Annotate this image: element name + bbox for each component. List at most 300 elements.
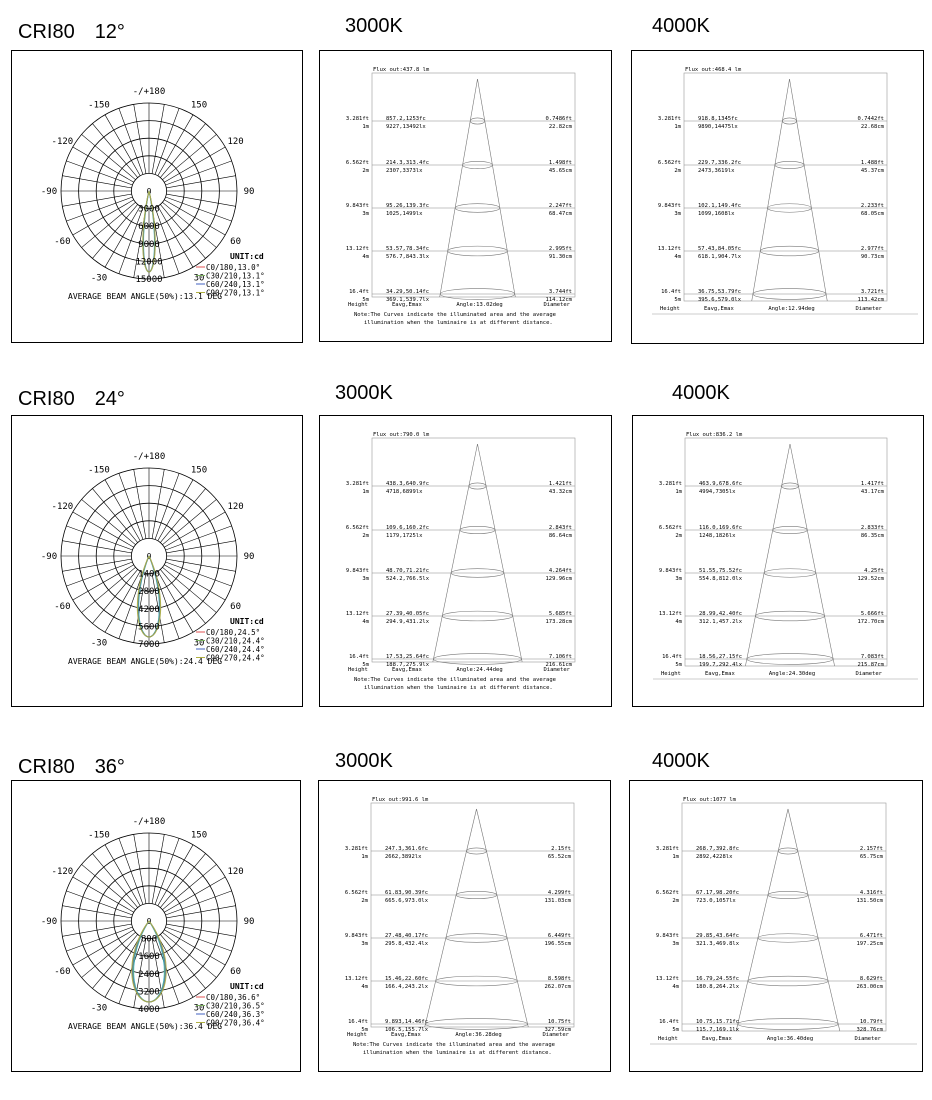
diameter-ft-label: 2.833ft — [860, 525, 884, 531]
beam-angle-label: Angle:24.30deg — [768, 671, 816, 677]
diameter-ft-label: 2.977ft — [860, 246, 884, 252]
polar-spoke — [166, 176, 235, 188]
illuminance-lx-label: 395.6,579.0lx — [698, 297, 742, 303]
legend-entry: C0/180,24.5° — [206, 628, 261, 637]
diagram-frame — [371, 803, 574, 1027]
angle-label: -120 — [51, 867, 74, 877]
illuminance-lx-label: 554.8,812.0lx — [699, 576, 743, 582]
diameter-ft-label: 4.25ft — [864, 568, 884, 574]
average-beam-angle: AVERAGE BEAM ANGLE(50%):13.1 DEG — [68, 292, 223, 301]
illuminance-fc-label: 438.3,640.9fc — [386, 481, 430, 487]
height-column-header: Height — [658, 1036, 678, 1042]
polar-spoke — [62, 906, 131, 918]
eavg-column-header: Eavg,Emax — [392, 667, 422, 673]
height-m-label: 2m — [672, 898, 679, 904]
legend-entry: C90/270,24.4° — [206, 653, 265, 663]
flux-out-label: Flux out:836.2 lm — [686, 432, 743, 438]
ring-tick-label: 15000 — [135, 275, 163, 285]
height-ft-label: 3.281ft — [658, 481, 682, 487]
diameter-ft-label: 2.843ft — [548, 525, 572, 531]
illuminance-fc-label: 27.48,40.17fc — [385, 933, 429, 939]
illuminance-lx-label: 618.1,904.7lx — [698, 254, 742, 260]
polar-spoke — [62, 559, 131, 571]
diameter-cm-label: 263.00cm — [856, 984, 883, 990]
polar-spoke — [66, 891, 132, 915]
illuminance-lx-label: 1248,1826lx — [699, 533, 736, 539]
cone-edge — [433, 444, 478, 662]
height-m-label: 1m — [674, 124, 681, 130]
polar-spoke — [166, 161, 232, 185]
polar-spoke — [134, 104, 146, 173]
height-m-label: 4m — [362, 254, 369, 260]
ring-tick-label: 800 — [140, 934, 158, 945]
diameter-cm-label: 129.52cm — [857, 576, 884, 582]
illuminance-lx-label: 321.3,469.8lx — [696, 941, 740, 947]
polar-spoke — [166, 197, 232, 221]
legend-entry: C60/240,36.3° — [206, 1010, 265, 1019]
cone-diagram-panel — [318, 780, 611, 1072]
angle-label: 90 — [243, 187, 255, 197]
polar-spoke — [166, 562, 232, 586]
illuminance-fc-label: 67.17,98.20fc — [696, 890, 740, 896]
illuminance-fc-label: 247.3,361.6fc — [385, 846, 429, 852]
cone-edge — [752, 79, 790, 301]
height-ft-label: 16.4ft — [349, 289, 369, 295]
center-zero-label: 0 — [146, 187, 152, 196]
height-m-label: 3m — [675, 576, 682, 582]
illuminance-fc-label: 29.85,43.64fc — [696, 933, 740, 939]
angle-label: -90 — [40, 917, 58, 927]
angle-label: -60 — [54, 237, 71, 247]
height-m-label: 1m — [362, 489, 369, 495]
angle-label: -150 — [88, 100, 110, 111]
illuminance-lx-label: 295.8,432.4lx — [385, 941, 429, 947]
row-title: CRI80 12° — [18, 21, 125, 43]
illuminance-lx-label: 199.7,292.4lx — [699, 662, 743, 668]
diameter-column-header: Diameter — [543, 667, 570, 673]
height-m-label: 4m — [672, 984, 679, 990]
cone-heading: 4000K — [652, 750, 710, 772]
height-ft-label: 9.843ft — [657, 203, 681, 209]
height-ft-label: 13.12ft — [345, 246, 369, 252]
cone-diagram-panel — [631, 50, 924, 344]
height-column-header: Height — [347, 1032, 367, 1038]
polar-spoke — [119, 838, 143, 904]
diameter-ft-label: 4.316ft — [859, 890, 883, 896]
angle-label: -150 — [88, 465, 110, 476]
legend-entry: C0/180,13.0° — [206, 263, 261, 272]
diameter-cm-label: 129.96cm — [545, 576, 572, 582]
polar-spoke — [62, 176, 131, 188]
polar-chart-panel — [11, 50, 303, 343]
cone-diagram-panel — [632, 415, 924, 707]
illuminance-lx-label: 294.9,431.2lx — [386, 619, 430, 625]
cone-heading: 3000K — [335, 382, 393, 404]
polar-spoke — [134, 469, 146, 538]
diameter-ft-label: 0.7486ft — [545, 116, 572, 122]
illuminance-lx-label: 665.6,973.0lx — [385, 898, 429, 904]
angle-label: 30 — [193, 273, 205, 284]
diameter-cm-label: 22.68cm — [860, 124, 884, 130]
height-ft-label: 3.281ft — [344, 846, 368, 852]
angle-label: 60 — [230, 967, 242, 977]
cone-edge — [425, 809, 477, 1027]
illuminance-lx-label: 369.1,539.7lx — [386, 297, 430, 303]
illuminance-fc-label: 463.9,678.6fc — [699, 481, 743, 487]
angle-label: 30 — [193, 1003, 205, 1014]
diameter-cm-label: 173.28cm — [545, 619, 572, 625]
legend-entry: C0/180,36.6° — [206, 993, 261, 1002]
height-ft-label: 9.843ft — [345, 203, 369, 209]
diameter-column-header: Diameter — [855, 306, 882, 312]
height-ft-label: 3.281ft — [655, 846, 679, 852]
illuminance-fc-label: 17.53,25.64fc — [386, 654, 430, 660]
height-m-label: 5m — [674, 297, 681, 303]
cone-heading: 4000K — [652, 15, 710, 37]
unit-label: UNIT:cd — [230, 982, 264, 991]
angle-label: -/+180 — [132, 87, 166, 97]
height-m-label: 2m — [675, 533, 682, 539]
diameter-ft-label: 6.449ft — [547, 933, 571, 939]
polar-spoke — [152, 469, 164, 538]
diameter-ft-label: 1.498ft — [548, 160, 572, 166]
angle-label: -60 — [54, 967, 71, 977]
illuminance-lx-label: 188.7,275.9lx — [386, 662, 430, 668]
height-m-label: 2m — [362, 168, 369, 174]
polar-chart — [12, 781, 300, 1071]
polar-spoke — [62, 924, 131, 936]
beam-angle-label: Angle:13.02deg — [456, 302, 503, 308]
height-ft-label: 6.562ft — [345, 160, 369, 166]
angle-label: 90 — [243, 917, 255, 927]
polar-spoke — [166, 526, 232, 550]
beam-angle-label: Angle:12.94deg — [768, 306, 815, 312]
illuminance-lx-label: 1025,1499lx — [386, 211, 423, 217]
polar-spoke — [62, 541, 131, 553]
angle-label: 30 — [193, 638, 205, 649]
cone-diagram — [319, 781, 610, 1071]
illuminance-lx-label: 9227,13492lx — [386, 124, 426, 130]
diameter-ft-label: 7.083ft — [860, 654, 884, 660]
height-ft-label: 3.281ft — [345, 481, 369, 487]
height-ft-label: 13.12ft — [658, 611, 682, 617]
average-beam-angle: AVERAGE BEAM ANGLE(50%):36.4 DEG — [68, 1022, 223, 1031]
cone-heading: 3000K — [345, 15, 403, 37]
diameter-cm-label: 131.03cm — [544, 898, 571, 904]
polar-spoke — [62, 194, 131, 206]
illuminance-fc-label: 34.29,50.14fc — [386, 289, 430, 295]
legend-entry: C30/210,13.1° — [206, 271, 265, 281]
illuminance-fc-label: 918.8,1345fc — [698, 116, 738, 122]
ring-tick-label: 4000 — [138, 1005, 160, 1015]
polar-spoke — [166, 559, 235, 571]
polar-spoke — [66, 927, 132, 951]
height-ft-label: 9.843ft — [655, 933, 679, 939]
height-ft-label: 3.281ft — [345, 116, 369, 122]
height-ft-label: 16.4ft — [659, 1019, 679, 1025]
cone-edge — [440, 79, 478, 297]
height-m-label: 3m — [674, 211, 681, 217]
illuminance-lx-label: 723.0,1057lx — [696, 898, 736, 904]
angle-label: -30 — [90, 1003, 108, 1014]
diameter-ft-label: 2.995ft — [548, 246, 572, 252]
illuminance-lx-label: 524.2,766.5lx — [386, 576, 430, 582]
cone-diagram-panel — [319, 415, 612, 707]
eavg-column-header: Eavg,Emax — [704, 306, 734, 312]
height-m-label: 2m — [361, 898, 368, 904]
diameter-cm-label: 45.37cm — [860, 168, 884, 174]
diameter-cm-label: 86.35cm — [860, 533, 884, 539]
angle-label: -120 — [51, 137, 74, 147]
height-ft-label: 9.843ft — [344, 933, 368, 939]
flux-out-label: Flux out:991.6 lm — [372, 797, 429, 803]
illuminance-fc-label: 10.75,15.71fc — [696, 1019, 740, 1025]
illuminance-lx-label: 4718,6899lx — [386, 489, 423, 495]
height-ft-label: 6.562ft — [345, 525, 369, 531]
note-line: illumination when the luminaire is at different distance. — [364, 685, 553, 691]
height-m-label: 1m — [672, 854, 679, 860]
polar-spoke — [66, 562, 132, 586]
cone-diagram — [320, 416, 611, 706]
illuminance-lx-label: 166.4,243.2lx — [385, 984, 429, 990]
diameter-ft-label: 4.264ft — [548, 568, 572, 574]
angle-label: 150 — [190, 465, 208, 476]
diameter-cm-label: 65.75cm — [859, 854, 883, 860]
diameter-column-header: Diameter — [542, 1032, 569, 1038]
illuminance-fc-label: 229.7,336.2fc — [698, 160, 742, 166]
diameter-cm-label: 215.87cm — [857, 662, 884, 668]
cone-diagram — [633, 416, 923, 706]
polar-spoke — [66, 526, 132, 550]
diameter-cm-label: 197.25cm — [856, 941, 883, 947]
center-zero-label: 0 — [146, 917, 152, 926]
polar-spoke — [166, 924, 235, 936]
row-title: CRI80 24° — [18, 388, 125, 410]
angle-label: -120 — [51, 502, 74, 512]
height-m-label: 3m — [362, 576, 369, 582]
diameter-cm-label: 327.59cm — [544, 1027, 571, 1033]
diameter-ft-label: 7.106ft — [548, 654, 572, 660]
height-m-label: 5m — [361, 1027, 368, 1033]
height-ft-label: 16.4ft — [348, 1019, 368, 1025]
note-line: illumination when the luminaire is at different distance. — [363, 1050, 552, 1056]
diameter-cm-label: 22.82cm — [548, 124, 572, 130]
illuminance-fc-label: 102.1,149.4fc — [698, 203, 742, 209]
diameter-ft-label: 10.75ft — [547, 1019, 571, 1025]
ring-tick-label: 6000 — [138, 222, 160, 233]
ring-tick-label: 1600 — [138, 952, 160, 963]
diameter-ft-label: 3.721ft — [860, 289, 884, 295]
legend-entry: C90/270,13.1° — [206, 288, 265, 298]
illuminance-fc-label: 36.75,53.79fc — [698, 289, 742, 295]
diameter-ft-label: 0.7442ft — [857, 116, 884, 122]
illuminance-lx-label: 9890,14475lx — [698, 124, 738, 130]
diameter-ft-label: 2.157ft — [859, 846, 883, 852]
eavg-column-header: Eavg,Emax — [702, 1036, 732, 1042]
height-ft-label: 9.843ft — [658, 568, 682, 574]
legend-entry: C30/210,36.5° — [206, 1001, 265, 1011]
illuminance-lx-label: 576.7,843.3lx — [386, 254, 430, 260]
diameter-ft-label: 4.299ft — [547, 890, 571, 896]
angle-label: 60 — [230, 237, 242, 247]
illuminance-fc-label: 18.56,27.15fc — [699, 654, 743, 660]
diameter-ft-label: 5.685ft — [548, 611, 572, 617]
illuminance-lx-label: 4994,7305lx — [699, 489, 736, 495]
illuminance-fc-label: 268.7,392.8fc — [696, 846, 740, 852]
height-ft-label: 16.4ft — [662, 654, 682, 660]
height-ft-label: 13.12ft — [344, 976, 368, 982]
diameter-cm-label: 328.76cm — [856, 1027, 883, 1033]
polar-chart — [12, 51, 302, 342]
angle-label: 120 — [227, 137, 244, 147]
illuminance-fc-label: 95.26,139.3fc — [386, 203, 430, 209]
note-line: Note:The Curves indicate the illuminated area and the average — [354, 312, 556, 318]
height-m-label: 2m — [674, 168, 681, 174]
polar-spoke — [166, 927, 232, 951]
cone-edge — [478, 444, 523, 662]
height-ft-label: 16.4ft — [349, 654, 369, 660]
polar-spoke — [155, 838, 179, 904]
polar-spoke — [166, 891, 232, 915]
illuminance-lx-label: 106.5,155.7lx — [385, 1027, 429, 1033]
eavg-column-header: Eavg,Emax — [705, 671, 735, 677]
height-ft-label: 6.562ft — [658, 525, 682, 531]
illuminance-fc-label: 9.893,14.46fc — [385, 1019, 429, 1025]
height-column-header: Height — [348, 667, 368, 673]
angle-label: 60 — [230, 602, 242, 612]
cone-diagram-panel — [319, 50, 612, 342]
polar-chart — [12, 416, 302, 706]
polar-spoke — [152, 834, 164, 903]
angle-label: -90 — [40, 552, 58, 562]
height-m-label: 5m — [362, 662, 369, 668]
legend-entry: C90/270,36.4° — [206, 1018, 265, 1028]
cone-heading: 3000K — [335, 750, 393, 772]
ring-tick-label: 7000 — [138, 640, 160, 650]
illuminance-lx-label: 1099,1608lx — [698, 211, 735, 217]
height-m-label: 5m — [362, 297, 369, 303]
diameter-cm-label: 68.05cm — [860, 211, 884, 217]
illuminance-lx-label: 2473,3619lx — [698, 168, 735, 174]
height-m-label: 4m — [361, 984, 368, 990]
illuminance-lx-label: 180.8,264.2lx — [696, 984, 740, 990]
polar-spoke — [152, 104, 164, 173]
note-line: Note:The Curves indicate the illuminated area and the average — [354, 677, 556, 683]
eavg-column-header: Eavg,Emax — [392, 302, 422, 308]
diameter-cm-label: 262.07cm — [544, 984, 571, 990]
illuminance-fc-label: 109.6,160.2fc — [386, 525, 430, 531]
cone-edge — [790, 79, 828, 301]
illuminance-fc-label: 28.99,42.40fc — [699, 611, 743, 617]
beam-angle-label: Angle:36.28deg — [455, 1032, 502, 1038]
average-beam-angle: AVERAGE BEAM ANGLE(50%):24.4 DEG — [68, 657, 223, 666]
polar-chart-panel — [11, 415, 303, 707]
height-m-label: 4m — [674, 254, 681, 260]
angle-label: -30 — [90, 273, 108, 284]
flux-out-label: Flux out:790.0 lm — [373, 432, 430, 438]
polar-spoke — [155, 108, 179, 174]
height-m-label: 5m — [672, 1027, 679, 1033]
height-column-header: Height — [348, 302, 368, 308]
diameter-ft-label: 6.471ft — [859, 933, 883, 939]
flux-out-label: Flux out:437.8 lm — [373, 67, 430, 73]
angle-label: -90 — [40, 187, 58, 197]
diagram-frame — [372, 438, 575, 662]
angle-label: 90 — [243, 552, 255, 562]
height-m-label: 5m — [675, 662, 682, 668]
cone-edge — [788, 809, 840, 1031]
diameter-cm-label: 172.70cm — [857, 619, 884, 625]
center-zero-label: 0 — [146, 552, 152, 561]
polar-spoke — [119, 473, 143, 539]
beam-angle-label: Angle:24.44deg — [456, 667, 503, 673]
polar-spoke — [166, 194, 235, 206]
height-ft-label: 9.843ft — [345, 568, 369, 574]
cone-edge — [745, 444, 790, 666]
height-ft-label: 13.12ft — [655, 976, 679, 982]
cone-edge — [736, 809, 788, 1031]
diameter-column-header: Diameter — [854, 1036, 881, 1042]
illuminance-lx-label: 2662,3892lx — [385, 854, 422, 860]
illuminance-fc-label: 16.79,24.55fc — [696, 976, 740, 982]
height-m-label: 1m — [362, 124, 369, 130]
illuminance-fc-label: 27.39,40.05fc — [386, 611, 430, 617]
diameter-column-header: Diameter — [855, 671, 882, 677]
ring-tick-label: 9000 — [138, 239, 160, 250]
diameter-ft-label: 5.666ft — [860, 611, 884, 617]
diameter-cm-label: 45.65cm — [548, 168, 572, 174]
beam-angle-label: Angle:36.40deg — [766, 1036, 814, 1042]
polar-spoke — [66, 197, 132, 221]
diameter-cm-label: 114.12cm — [545, 297, 572, 303]
illuminance-lx-label: 1179,1725lx — [386, 533, 423, 539]
height-m-label: 1m — [675, 489, 682, 495]
angle-label: 120 — [227, 502, 244, 512]
flux-out-label: Flux out:1077 lm — [683, 797, 736, 803]
illuminance-lx-label: 312.1,457.2lx — [699, 619, 743, 625]
diameter-cm-label: 43.32cm — [548, 489, 572, 495]
ring-tick-label: 3000 — [138, 204, 160, 215]
angle-label: -150 — [88, 830, 110, 841]
polar-spoke — [119, 108, 143, 174]
height-m-label: 3m — [361, 941, 368, 947]
polar-spoke — [166, 541, 235, 553]
illuminance-fc-label: 15.46,22.60fc — [385, 976, 429, 982]
angle-label: 120 — [227, 867, 244, 877]
height-ft-label: 3.281ft — [657, 116, 681, 122]
cone-edge — [478, 79, 516, 297]
diameter-cm-label: 196.55cm — [544, 941, 571, 947]
height-m-label: 2m — [362, 533, 369, 539]
diameter-cm-label: 216.61cm — [545, 662, 572, 668]
cone-diagram — [632, 51, 923, 343]
illuminance-fc-label: 857.2,1253fc — [386, 116, 426, 122]
row-title: CRI80 36° — [18, 756, 125, 778]
polar-spoke — [166, 906, 235, 918]
diameter-cm-label: 113.42cm — [857, 297, 884, 303]
ring-tick-label: 1400 — [138, 569, 160, 580]
height-ft-label: 6.562ft — [344, 890, 368, 896]
diagram-frame — [685, 438, 887, 666]
illuminance-lx-label: 115.7,169.1lx — [696, 1027, 740, 1033]
diameter-cm-label: 90.73cm — [860, 254, 884, 260]
angle-label: 150 — [190, 830, 208, 841]
ring-tick-label: 2400 — [138, 969, 160, 980]
ring-tick-label: 3200 — [138, 987, 160, 998]
polar-chart-panel — [11, 780, 301, 1072]
height-column-header: Height — [660, 306, 680, 312]
diameter-ft-label: 1.417ft — [860, 481, 884, 487]
